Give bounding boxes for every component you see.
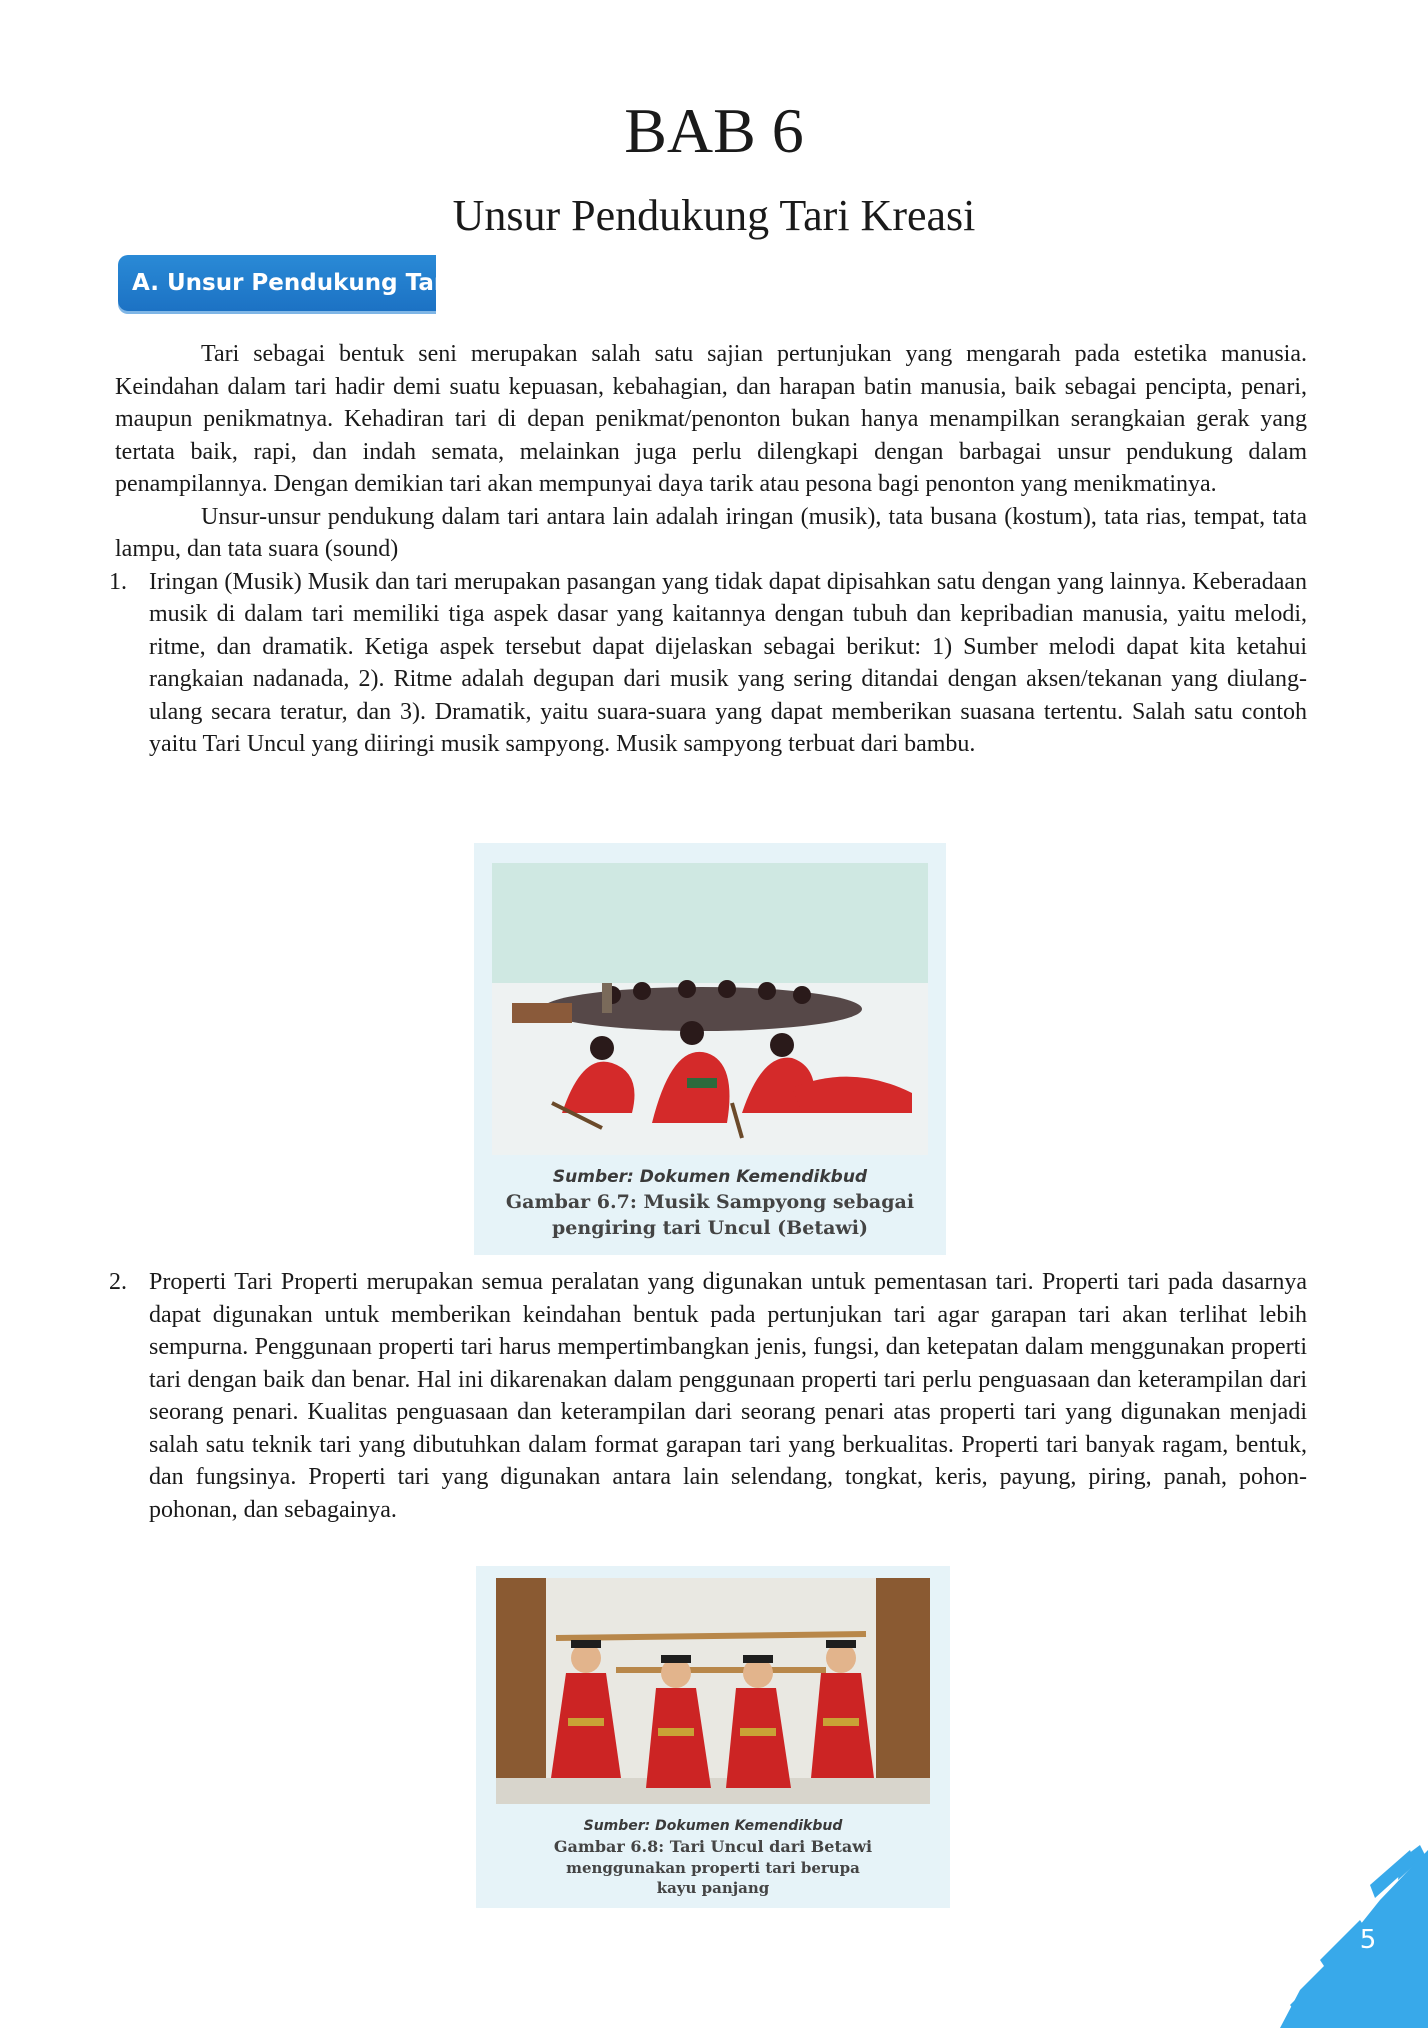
figure-source: Sumber: Dokumen Kemendikbud: [583, 1818, 843, 1834]
dancers-image: [496, 1578, 930, 1804]
photo-tari-uncul: [496, 1578, 930, 1804]
figure-musik-sampyong: [474, 843, 946, 1255]
list-number: 1.: [109, 568, 127, 595]
page-number: 5: [1359, 1925, 1377, 1955]
paragraph-intro: Tari sebagai bentuk seni merupakan salah satu sajian pertunjukan yang mengarah pada estetika manusia. Keindahan dalam tari hadir demi suatu kepuasan, kebahagian, dan harapan batin manusia, baik sebagai pencipta, penari, maupun penikmatnya. Kehadiran tari di depan penikmat/penonton bukan hanya menampilkan serangkaian gerak yang tertata baik, rapi, dan indah semata, melainkan juga perlu dilengkapi dengan barbagai unsur pendukung dalam penampilannya. Dengan demikian tari akan mempunyai daya tarik atau pesona bagi penonton yang menikmatinya.: [115, 341, 1307, 497]
section-heading-badge: A. Unsur Pendukung Tari: [118, 255, 436, 311]
figure-caption-line: menggunakan properti tari berupa: [566, 1859, 860, 1877]
chapter-subtitle: Unsur Pendukung Tari Kreasi: [452, 191, 976, 240]
chapter-title: BAB 6: [624, 95, 804, 166]
list-number: 2.: [109, 1269, 127, 1295]
list-item-properti: [109, 1266, 1307, 1526]
figure-caption: [474, 1165, 946, 1241]
list-item-text: Properti Tari Properti merupakan semua peralatan yang digunakan untuk pementasan tari. Properti tari pada dasarnya dapat digunakan untuk memberikan keindahan bentuk pada pertunjukan tari agar garapan tari akan terlihat lebih sempurna. Penggunaan properti tari harus mempertimbangkan jenis, fungsi, dan ketepatan dalam menggunakan properti tari dengan baik dan benar. Hal ini dikarenakan dalam penggunaan properti tari perlu penguasaan dan keterampilan dari seorang penari. Kualitas penguasaan dan keterampilan dari seorang penari atas properti tari yang digunakan menjadi salah satu teknik tari yang dibutuhkan dalam format garapan tari yang berkualitas. Properti tari banyak ragam, bentuk, dan fungsinya. Properti tari yang digunakan antara lain selendang, tongkat, keris, payung, piring, panah, pohon-pohonan, dan sebagainya.: [149, 1269, 1307, 1523]
figure-caption-line: kayu panjang: [656, 1879, 770, 1897]
figure-tari-uncul: [476, 1566, 950, 1908]
figure-caption-line: pengiring tari Uncul (Betawi): [552, 1217, 868, 1239]
intro-text-block: [109, 338, 1307, 761]
list-item-iringan: [109, 566, 1307, 761]
photo-musik-sampyong: [492, 863, 928, 1155]
figure-caption-line: Gambar 6.8: Tari Uncul dari Betawi: [553, 1837, 873, 1856]
figure-caption-line: Gambar 6.7: Musik Sampyong sebagai: [505, 1191, 915, 1213]
list-item-text: Iringan (Musik) Musik dan tari merupakan pasangan yang tidak dapat dipisahkan satu dengan yang lainnya. Keberadaan musik di dalam tari memiliki tiga aspek dasar yang kaitannya dengan tubuh dan kepribadian manusia, yaitu melodi, ritme, dan dramatik. Ketiga aspek tersebut dapat dijelaskan sebagai berikut: 1) Sumber melodi dapat kita ketahui rangkaian nadanada, 2). Ritme adalah degupan dari musik yang sering ditandai dengan aksen/tekanan yang diulang-ulang secara teratur, dan 3). Dramatik, yaitu suara-suara yang dapat memberikan suasana tertentu. Salah satu contoh yaitu Tari Uncul yang diiringi musik sampyong. Musik sampyong terbuat dari bambu.: [149, 568, 1307, 757]
paragraph-unsur: Unsur-unsur pendukung dalam tari antara lain adalah iringan (musik), tata busana (kostum), tata rias, tempat, tata lampu, dan tata suara (sound): [115, 503, 1307, 562]
figure-source: Sumber: Dokumen Kemendikbud: [552, 1167, 868, 1187]
figure-caption: [476, 1816, 950, 1898]
dance-scene-image: [492, 863, 928, 1155]
properti-text-block: [109, 1266, 1307, 1526]
